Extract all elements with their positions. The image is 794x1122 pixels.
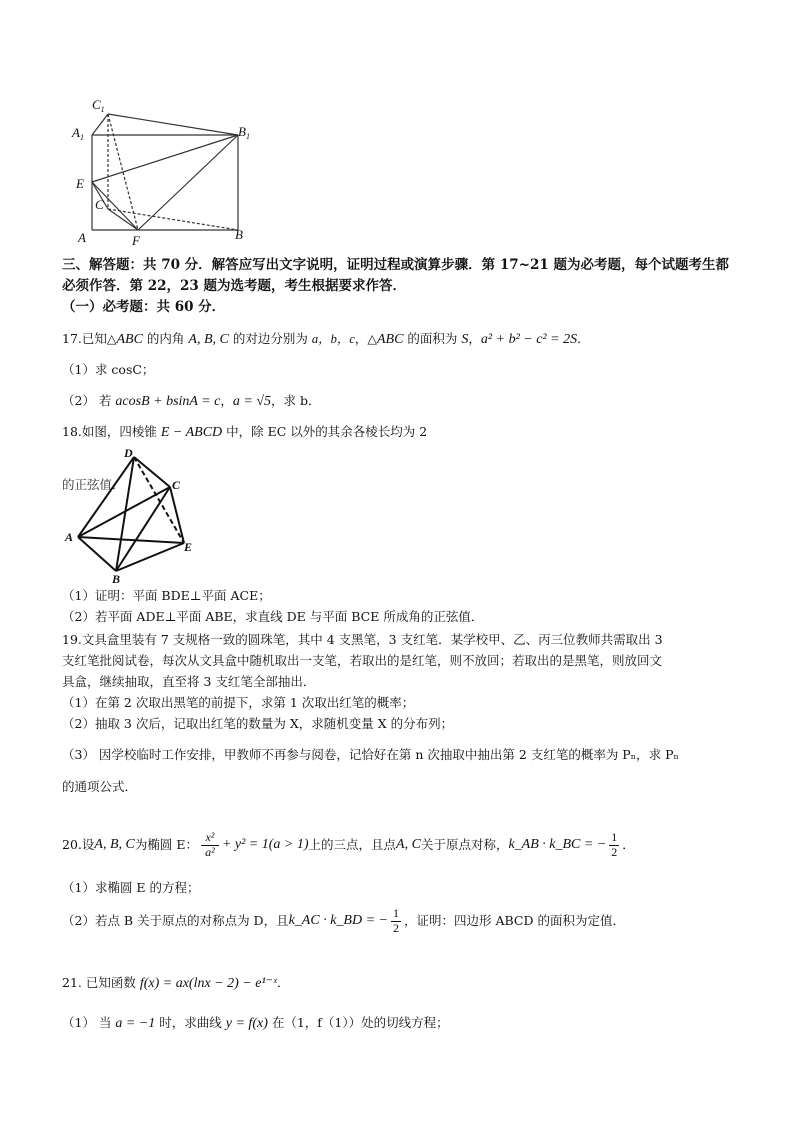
q20-part2: （2）若点 B 关于原点的对称点为 D，且 k_AC · k_BD = − 1 2 ，证明：四边形 ABCD 的面积为定值． [62,906,625,935]
section-subheading: （一）必考题：共 60 分． [62,299,226,315]
q18-stem: 18.如图，四棱锥 E − ABCD 中，除 EC 以外的其余各棱长均为 2 [62,424,428,440]
q21-part1: （1） 当 a = −1 时，求曲线 y = f(x) 在（1，f（1））处的切线方程； [62,1015,449,1031]
q19-line2: 支红笔批阅试卷，每次从文具盒中随机取出一支笔，若取出的是红笔，则不放回；若取出的是黑笔，则放回文 [62,653,663,668]
prism-figure [70,92,270,252]
q19-line3: 具盒，继续抽取，直至将 3 支红笔全部抽出． [62,674,316,689]
label-d: D [124,446,133,460]
label-c: C [95,197,104,212]
q21-stem: 21. 已知函数 f(x) = ax(lnx − 2) − e¹⁻ˣ． [62,975,290,991]
q19-line1: 19.文具盒里装有 7 支规格一致的圆珠笔，其中 4 支黑笔，3 支红笔．某学校甲、乙、丙三位教师共需取出 3 [62,632,663,647]
q17-part1: （1）求 cosC； [62,362,155,377]
label-f: F [132,233,140,248]
q19-part3: （3） 因学校临时工作安排，甲教师不再参与阅卷，记恰好在第 n 次抽取中抽出第 2 支红笔的概率为 Pₙ，求 Pₙ [62,747,679,762]
q17-condition: a² + b² − c² = 2S [480,332,578,347]
q20-part1: （1）求椭圆 E 的方程； [62,880,200,895]
q19-part1: （1）在第 2 次取出黑笔的前提下，求第 1 次取出红笔的概率； [62,695,415,710]
q19-part2: （2）抽取 3 次后，记取出红笔的数量为 X，求随机变量 X 的分布列； [62,716,454,731]
label-e-pyr: E [184,540,193,554]
label-c1: $C_1$ [92,97,105,114]
q18-part1: （1）证明：平面 BDE⊥平面 ACE； [62,588,271,603]
q18-overlap-fragment: 的正弦值． [62,477,125,492]
pyramid-figure [62,445,212,585]
q18-part2: （2）若平面 ADE⊥平面 ABE，求直线 DE 与平面 BCE 所成角的正弦值． [62,609,484,624]
label-e: E [76,176,84,191]
q19-part3-end: 的通项公式． [62,779,138,794]
label-a1: $A_1$ [72,125,84,142]
q17-part2: （2） 若 acosB + bsinA = c，a = √5，求 b． [62,393,321,409]
label-b-pyr: B [112,572,121,585]
q20-stem: 20.设 A, B, C 为椭圆 E： x² a² + y² = 1(a > 1) 上的三点，且点 A, C 关于原点对称， k_AB · k_BC = − 1 2 ． [62,830,635,859]
label-a-pyr: A [65,530,74,544]
label-a: A [78,230,86,245]
slope-fraction-2: 1 2 [392,906,399,935]
label-c-pyr: C [172,478,181,492]
q17-stem: 17.已知△ABC 的内角 A, B, C 的对边分别为 a，b，c，△ABC 的面积为 S，a² + b² − c² = 2S． [62,331,590,347]
label-b: B [235,227,243,242]
label-b1: $B_1$ [238,124,250,141]
slope-fraction: 1 2 [611,830,618,859]
section-heading: 三、解答题：共 70 分．解答应写出文字说明，证明过程或演算步骤．第 17~21 题为必考题，每个试题考生都必须作答．第 22，23 题为选考题，考生根据要求作答． [62,257,729,294]
ellipse-fraction: x² a² [201,831,219,858]
